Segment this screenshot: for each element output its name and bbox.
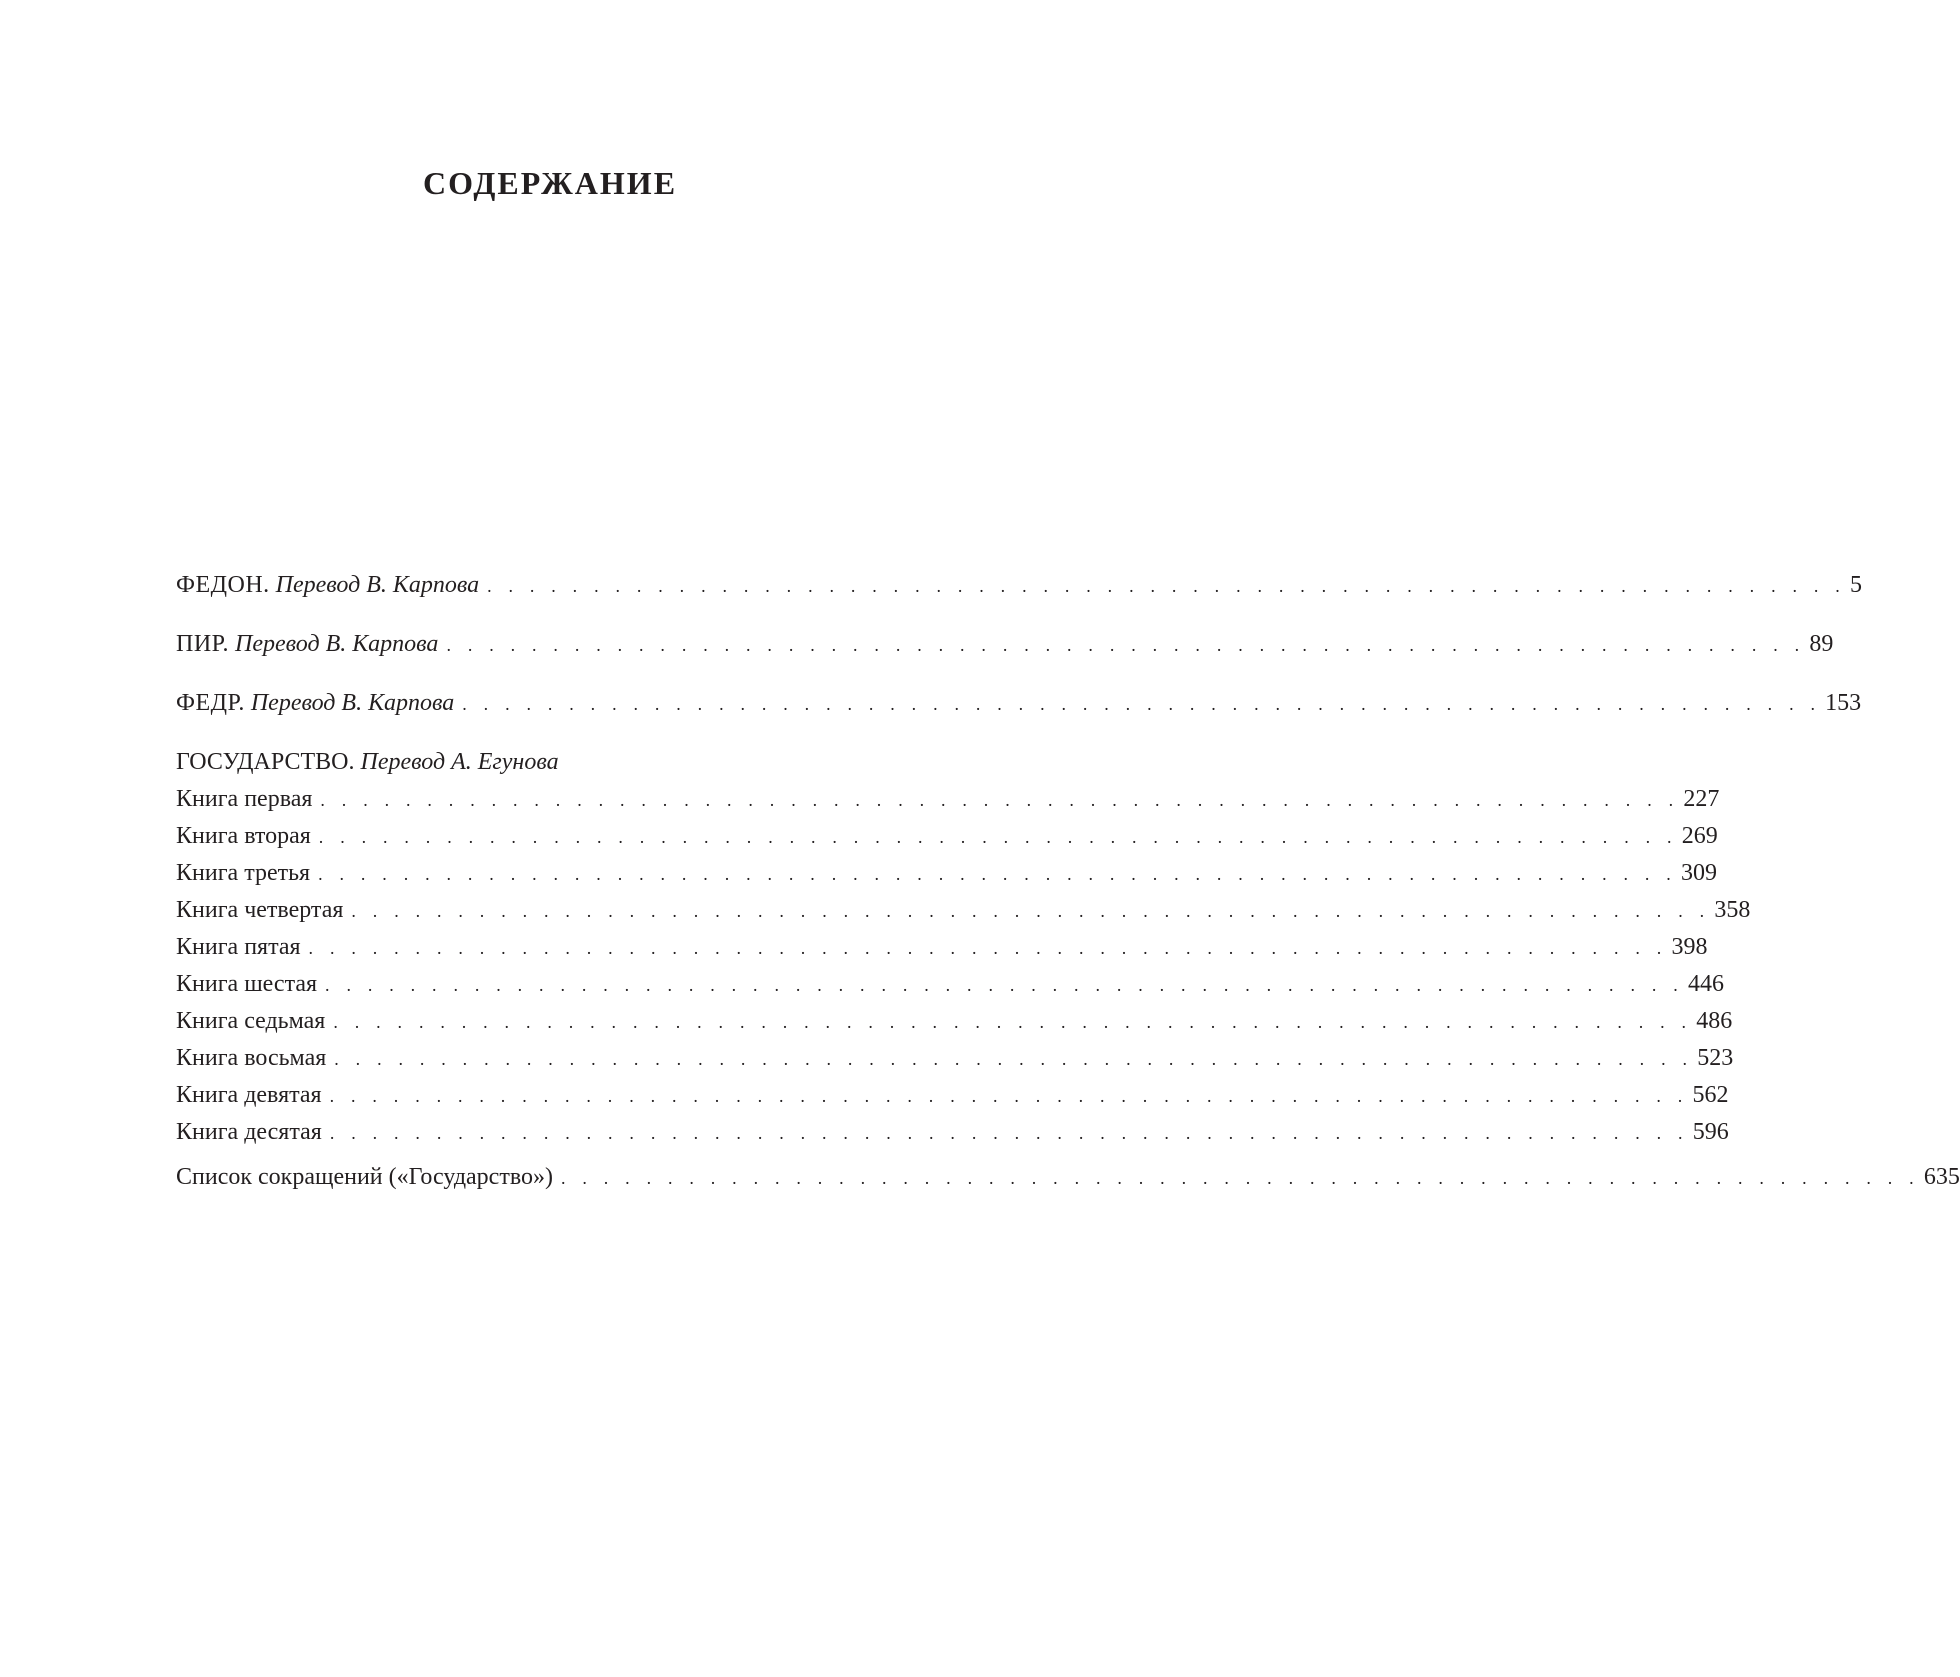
page-number: 5 [1849,572,1862,598]
page-number: 562 [1692,1082,1729,1108]
dot-leader: . . . . . . . . . . . . . . . . . . . . . . . . . . . . . . . . . . . . . . . . . . . . . . . . . . . . . . . . . . . . . . . . [333,1012,1693,1032]
book-label: Книга девятая [176,1082,322,1108]
dot-leader: . . . . . . . . . . . . . . . . . . . . . . . . . . . . . . . . . . . . . . . . . . . . . . . . . . . . . . . . . . . . . . . . [325,975,1684,995]
translator-credit: Перевод В. Карпова [250,690,455,716]
dot-leader: . . . . . . . . . . . . . . . . . . . . . . . . . . . . . . . . . . . . . . . . . . . . . . . . . . . . . . . . . . . . . . . . [329,1086,1689,1106]
dot-leader: . . . . . . . . . . . . . . . . . . . . . . . . . . . . . . . . . . . . . . . . . . . . . . . . . . . . . . . . . . . . . . . . [308,938,1668,958]
page-number: 486 [1696,1008,1733,1034]
toc-entry-phaedrus[interactable] [176,688,1862,719]
toc-entry-abbreviations[interactable] [176,1162,1960,1193]
book-label: Книга десятая [176,1119,322,1145]
book-label: Книга пятая [176,934,301,960]
page-title: СОДЕРЖАНИЕ [422,165,678,201]
page-number: 309 [1681,860,1718,886]
toc-entry-book-4[interactable] [176,895,1751,926]
dot-leader: . . . . . . . . . . . . . . . . . . . . . . . . . . . . . . . . . . . . . . . . . . . . . . . . . . . . . . . . . . . . . . . . [318,864,1678,884]
dot-leader: . . . . . . . . . . . . . . . . . . . . . . . . . . . . . . . . . . . . . . . . . . . . . . . . . . . . . . . . . . . . . . . . [560,1168,1920,1188]
dot-leader: . . . . . . . . . . . . . . . . . . . . . . . . . . . . . . . . . . . . . . . . . . . . . . . . . . . . . . . . . . . . . . . . [487,576,1846,596]
page-number: 269 [1681,823,1718,849]
dot-leader: . . . . . . . . . . . . . . . . . . . . . . . . . . . . . . . . . . . . . . . . . . . . . . . . . . . . . . . . . . . . . . . . [318,827,1678,847]
book-label: Книга восьмая [176,1045,327,1071]
page-number: 398 [1671,934,1708,960]
dot-leader: . . . . . . . . . . . . . . . . . . . . . . . . . . . . . . . . . . . . . . . . . . . . . . . . . . . . . . . . . . . . . . . . [334,1049,1694,1069]
toc-entry-book-10[interactable] [176,1117,1729,1148]
page-number: 227 [1683,786,1720,812]
toc-entry-book-8[interactable] [176,1043,1734,1074]
book-label: Книга первая [176,786,313,812]
page-number: 358 [1714,897,1751,923]
abbreviations-label: Список сокращений («Государство») [176,1164,553,1190]
toc-entry-book-5[interactable] [176,932,1708,963]
dot-leader: . . . . . . . . . . . . . . . . . . . . . . . . . . . . . . . . . . . . . . . . . . . . . . . . . . . . . . . . . . . . . . . . [462,694,1822,714]
book-label: Книга вторая [176,823,311,849]
toc-entry-symposium[interactable] [176,629,1834,660]
translator-credit: Перевод А. Егунова [360,749,559,775]
dot-leader: . . . . . . . . . . . . . . . . . . . . . . . . . . . . . . . . . . . . . . . . . . . . . . . . . . . . . . . . . . . . . . . . [320,790,1680,810]
toc-section-republic [176,747,559,777]
page-number: 523 [1697,1045,1734,1071]
translator-credit: Перевод В. Карпова [275,572,480,598]
toc-entry-book-7[interactable] [176,1006,1733,1037]
translator-credit: Перевод В. Карпова [235,631,439,657]
page-number: 596 [1692,1119,1729,1145]
book-label: Книга третья [176,860,311,886]
book-label: Книга седьмая [176,1008,326,1034]
work-title: ПИР. [176,631,230,657]
dot-leader: . . . . . . . . . . . . . . . . . . . . . . . . . . . . . . . . . . . . . . . . . . . . . . . . . . . . . . . . . . . . . . . . [446,635,1806,655]
work-title: ГОСУДАРСТВО. [176,749,355,775]
book-label: Книга шестая [176,971,318,997]
page-number: 153 [1825,690,1862,716]
dot-leader: . . . . . . . . . . . . . . . . . . . . . . . . . . . . . . . . . . . . . . . . . . . . . . . . . . . . . . . . . . . . . . . . [351,901,1711,921]
toc-entry-book-3[interactable] [176,858,1718,889]
work-title: ФЕДР. [176,690,245,716]
toc-entry-label [176,629,438,659]
toc-entry-book-9[interactable] [176,1080,1729,1111]
dot-leader: . . . . . . . . . . . . . . . . . . . . . . . . . . . . . . . . . . . . . . . . . . . . . . . . . . . . . . . . . . . . . . . . [329,1123,1689,1143]
toc-entry-book-1[interactable] [176,784,1720,815]
page-number: 89 [1809,631,1834,657]
toc-entry-label [176,688,454,718]
toc-entry-label [176,570,479,600]
toc-entry-phaedo[interactable] [176,570,1862,601]
book-label: Книга четвертая [176,897,344,923]
page-number: 446 [1687,971,1724,997]
work-title: ФЕДОН. [176,572,270,598]
toc-entry-book-2[interactable] [176,821,1718,852]
page-number: 635 [1923,1164,1960,1190]
toc-entry-book-6[interactable] [176,969,1724,1000]
